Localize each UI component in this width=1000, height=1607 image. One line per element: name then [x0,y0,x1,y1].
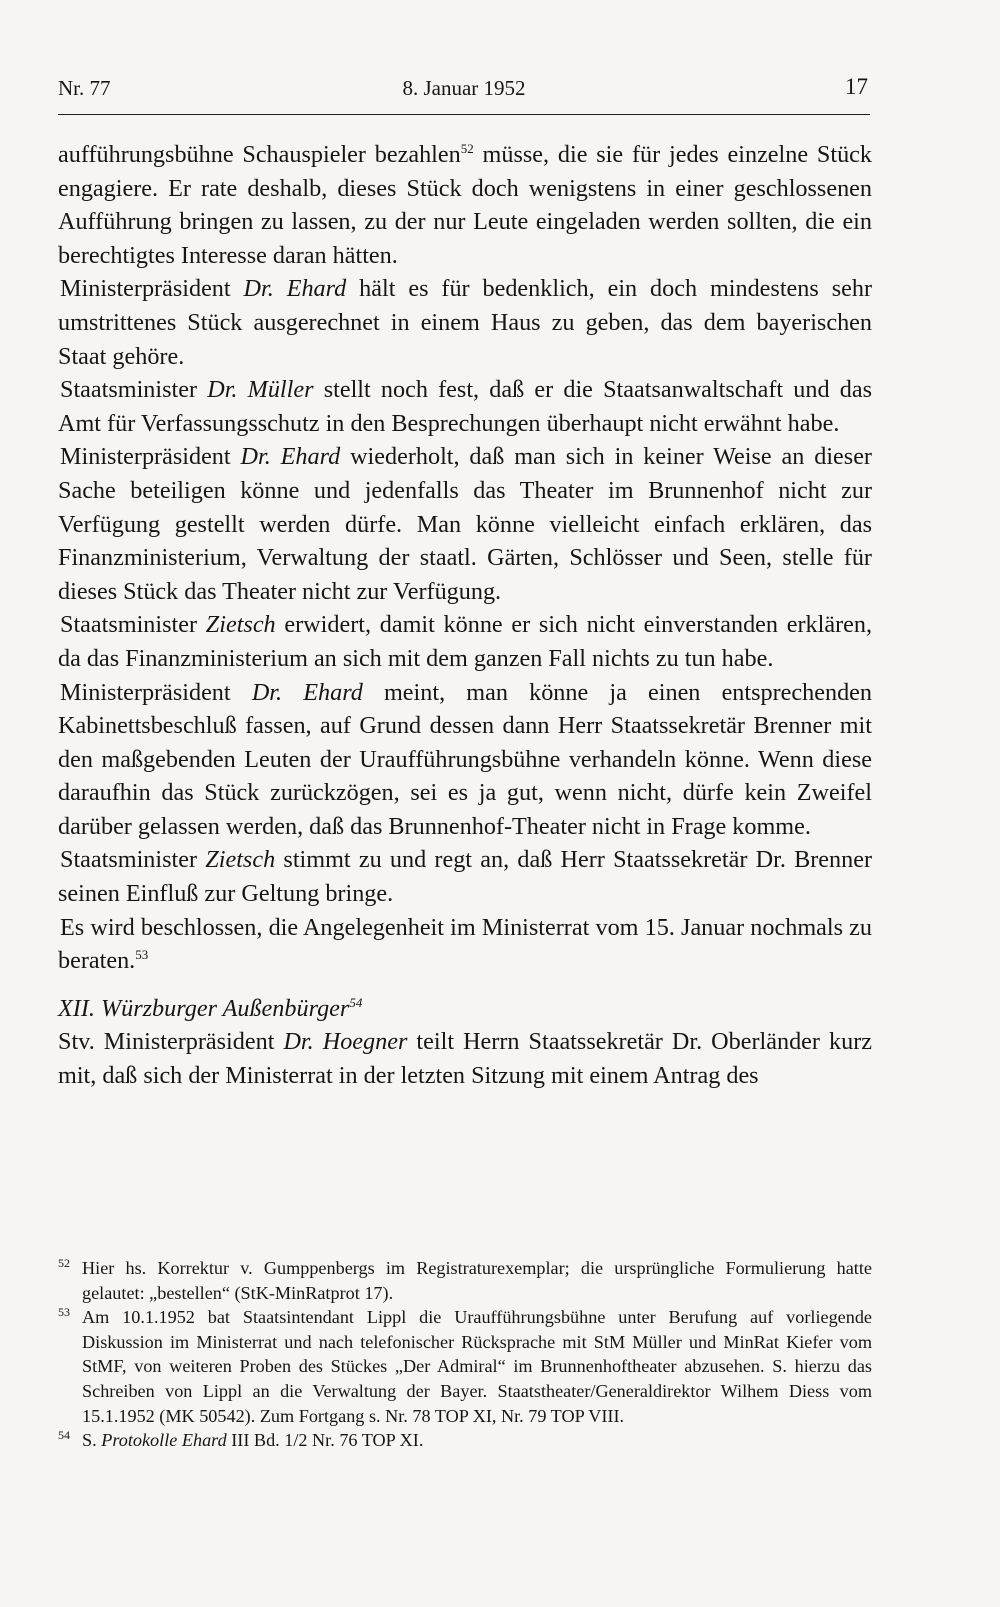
title-dr: Dr. [283,1028,323,1056]
main-text [58,138,872,1093]
footnote-number: 53 [58,1305,70,1320]
footnote-54 [58,1428,872,1453]
text-run: Staatsminister [60,611,206,639]
text-run: müsse, die sie für jedes einzelne Stück engagiere. Er rate deshalb, dieses Stück doch wenigstens in einer geschlossenen Aufführung bringen zu lassen, zu der nur Leute eingeladen werden sollten, die ein berechtigtes Interesse daran hätten. [58,141,873,269]
text-run: Staatsminister [60,846,206,874]
header-date: 8. Januar 1952 [402,76,526,100]
person-name: Zietsch [205,611,276,639]
paragraph [58,373,872,440]
paragraph [58,272,872,373]
text-run: erwidert, damit könne er sich nicht einverstanden erklären, da das Finanzministerium an sich mit dem ganzen Fall nichts zu tun habe. [58,611,873,672]
footnote-52 [58,1256,872,1305]
footnote-53 [58,1305,872,1428]
document-number: Nr. 77 [58,76,111,100]
title-dr: Dr. [243,275,287,303]
paragraph [58,676,872,844]
paragraph [58,138,872,272]
title-dr: Dr. [240,443,281,471]
person-name: Ehard [280,443,341,471]
title-dr: Dr. [251,678,304,706]
section-heading [58,992,872,1026]
person-name: Ehard [286,275,347,303]
paragraph [58,608,872,675]
text-run: stellt noch fest, daß er die Staatsanwaltschaft und das Amt für Verfassungsschutz in den Besprechungen überhaupt nicht erwähnt habe. [58,376,872,437]
text-run: meint, man könne ja einen entsprechenden Kabinettsbeschluß fassen, auf Grund dessen dann Herr Staatssekretär Brenner mit den maßgebenden Leuten der Uraufführungsbühne verhandeln könne. Wenn diese daraufhin das Stück zurückzögen, sei es ja gut, wenn nicht, dürfe kein Zweifel darüber gelassen werden, daß das Brunnenhof-Theater nicht in Frage komme. [58,678,873,840]
paragraph [58,440,872,608]
text-run: Staatsminister [60,376,208,404]
text-run: Ministerpräsident [60,275,244,303]
footnote-number: 54 [58,1428,70,1443]
running-header [58,74,870,115]
person-name: Ehard [303,678,363,706]
paragraph [58,843,872,910]
text-run: stimmt zu und regt an, daß Herr Staatssekretär Dr. Brenner seinen Einfluß zur Geltung bringe. [58,846,873,908]
footnote-text: S. [82,1430,102,1451]
text-run: hält es für bedenklich, ein doch mindestens sehr umstrittenes Stück ausgerechnet in einem Haus zu geben, das dem bayerischen Staat gehöre. [58,275,872,370]
paragraph [58,1025,872,1092]
text-run: Ministerpräsident [60,678,252,706]
text-run: wiederholt, daß man sich in keiner Weise an dieser Sache beteiligen könne und jedenfalls das Theater im Brunnenhof nicht zur Verfügung gestellt werden dürfe. Man könne vielleicht einfach erklären, das Finanzministerium, Verwaltung der staatl. Gärten, Schlösser und Seen, stelle für dieses Stück das Theater nicht zur Verfügung. [58,443,872,605]
title-dr: Dr. [207,376,248,404]
person-name: Hoegner [322,1028,408,1056]
footnote-ref-53: 53 [135,947,149,963]
person-name: Müller [247,376,314,404]
person-name: Zietsch [205,846,276,874]
footnote-italic-title: Protokolle Ehard [101,1430,227,1451]
text-run: aufführungsbühne Schauspieler bezahlen [58,141,461,168]
text-run: Es wird beschlossen, die Angelegenheit im Ministerrat vom 15. Januar nochmals zu beraten. [58,913,872,975]
footnote-ref-52: 52 [460,141,474,156]
heading-text: XII. Würzburger Außenbürger [58,994,350,1022]
footnote-ref-54: 54 [349,994,363,1010]
page-number: 17 [845,74,868,99]
text-run: teilt Herrn Staatssekretär Dr. Oberländer kurz mit, daß sich der Ministerrat in der letzten Sitzung mit einem Antrag des [58,1028,872,1090]
footnote-text: Hier hs. Korrektur v. Gumppenbergs im Registraturexemplar; die ursprüngliche Formulierung hatte gelautet: „bestellen“ (StK-MinRatprot 17). [82,1258,872,1303]
paragraph [58,911,872,978]
footnote-text: III Bd. 1/2 Nr. 76 TOP XI. [226,1430,424,1451]
text-run: Stv. Ministerpräsident [58,1028,284,1056]
text-run: Ministerpräsident [60,443,241,471]
footnote-text: Am 10.1.1952 bat Staatsintendant Lippl die Uraufführungsbühne unter Berufung auf vorliegende Diskussion im Ministerrat und nach telefonischer Rücksprache mit StM Müller und MinRat Kiefer vom StMF, von weiteren Proben des Stückes „Der Admiral“ im Brunnenhoftheater abzusehen. S. hierzu das Schreiben von Lippl an die Verwaltung der Bayer. Staatstheater/Generaldirektor Wilhem Diess vom 15.1.1952 (MK 50542). Zum Fortgang s. Nr. 78 TOP XI, Nr. 79 TOP VIII. [82,1307,872,1426]
footnote-number: 52 [58,1256,70,1270]
footnotes [58,1256,872,1453]
